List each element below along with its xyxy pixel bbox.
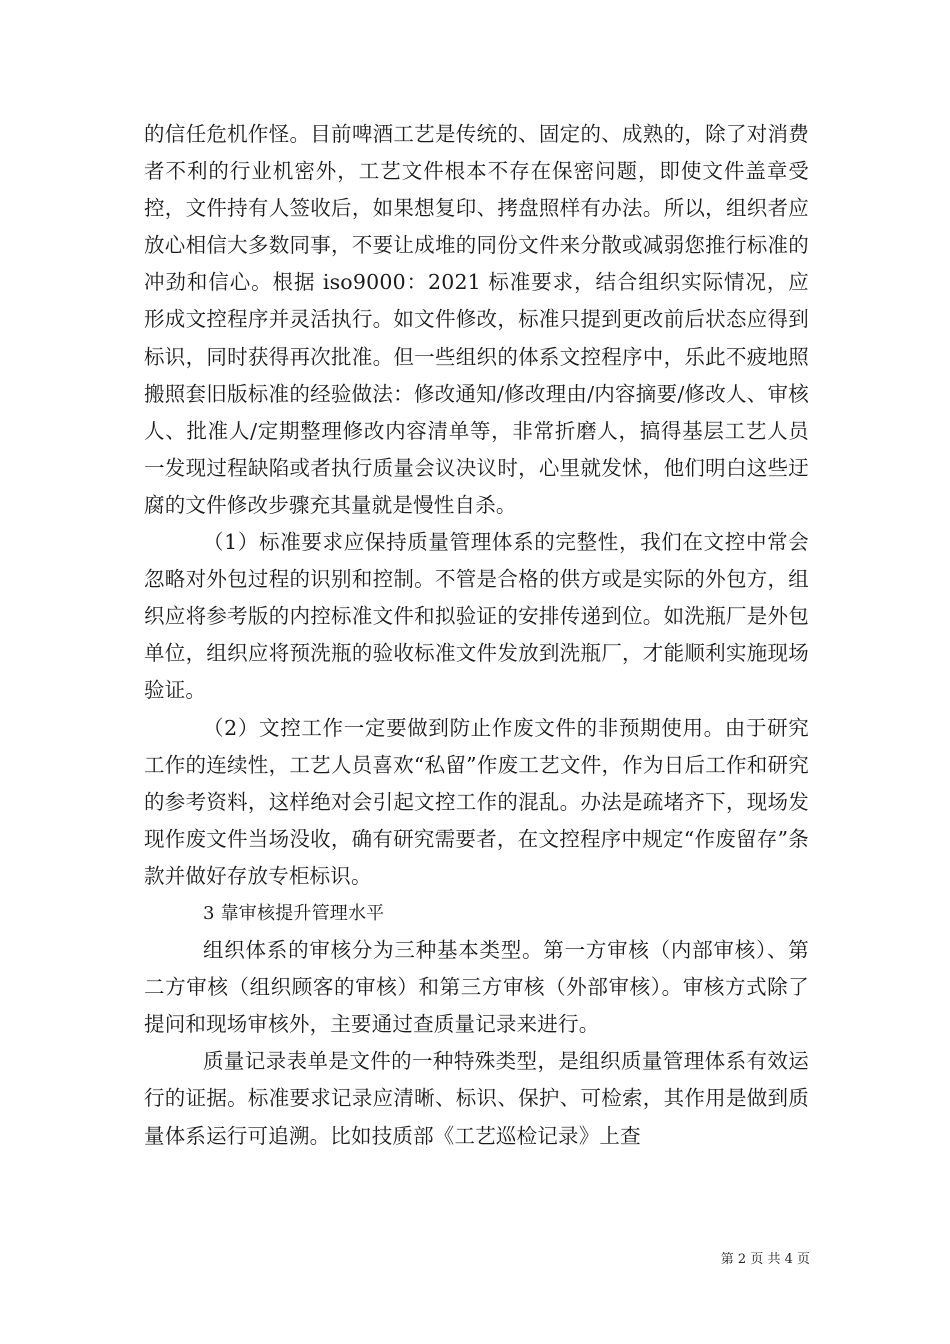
paragraph-continuation: 的信任危机作怪。目前啤酒工艺是传统的、固定的、成熟的，除了对消费者不利的行业机密外，工艺文件根本不存在保密问题，即使文件盖章受控，文件持有人签收后，如果想复印、拷盘照样有办法。所以，组织者应放心相信大多数同事，不要让成堆的同份文件来分散或减弱您推行标准的冲劲和信心。根据 iso9000：2021 标准要求，结合组织实际情况，应形成文控程序并灵活执行。如文件修改，标准只提到更改前后状态应得到标识，同时获得再次批准。但一些组织的体系文控程序中，乐此不疲地照搬照套旧版标准的经验做法：修改通知/修改理由/内容摘要/修改人、审核人、批准人/定期整理修改内容清单等，非常折磨人，搞得基层工艺人员一发现过程缺陷或者执行质量会议决议时，心里就发怵，他们明白这些迂腐的文件修改步骤充其量就是慢性自杀。	[144, 122, 809, 517]
section-heading: 3 靠审核提升管理水平	[203, 902, 385, 924]
paragraph-item-2: （2）文控工作一定要做到防止作废文件的非预期使用。由于研究工作的连续性，工艺人员喜欢“私留”作废工艺文件，作为日后工作和研究的参考资料，这样绝对会引起文控工作的混乱。办法是疏堵齐下，现场发现作废文件当场没收，确有研究需要者，在文控程序中规定“作废留存”条款并做好存放专柜标识。	[144, 715, 809, 888]
paragraph-audit-types: 组织体系的审核分为三种基本类型。第一方审核（内部审核）、第二方审核（组织顾客的审核）和第三方审核（外部审核）。审核方式除了提问和现场审核外，主要通过查质量记录来进行。	[144, 938, 809, 1037]
page-number: 第 2 页 共 4 页	[720, 1252, 810, 1267]
paragraph-item-1: （1）标准要求应保持质量管理体系的完整性，我们在文控中常会忽略对外包过程的识别和控制。不管是合格的供方或是实际的外包方，组织应将参考版的内控标准文件和拟验证的安排传递到位。如洗瓶厂是外包单位，组织应将预洗瓶的验收标准文件发放到洗瓶厂，才能顺利实施现场验证。	[144, 530, 809, 703]
document-body	[144, 116, 809, 1155]
paragraph-quality-records: 质量记录表单是文件的一种特殊类型，是组织质量管理体系有效运行的证据。标准要求记录应清晰、标识、保护、可检索，其作用是做到质量体系运行可追溯。比如技质部《工艺巡检记录》上查	[144, 1049, 809, 1148]
